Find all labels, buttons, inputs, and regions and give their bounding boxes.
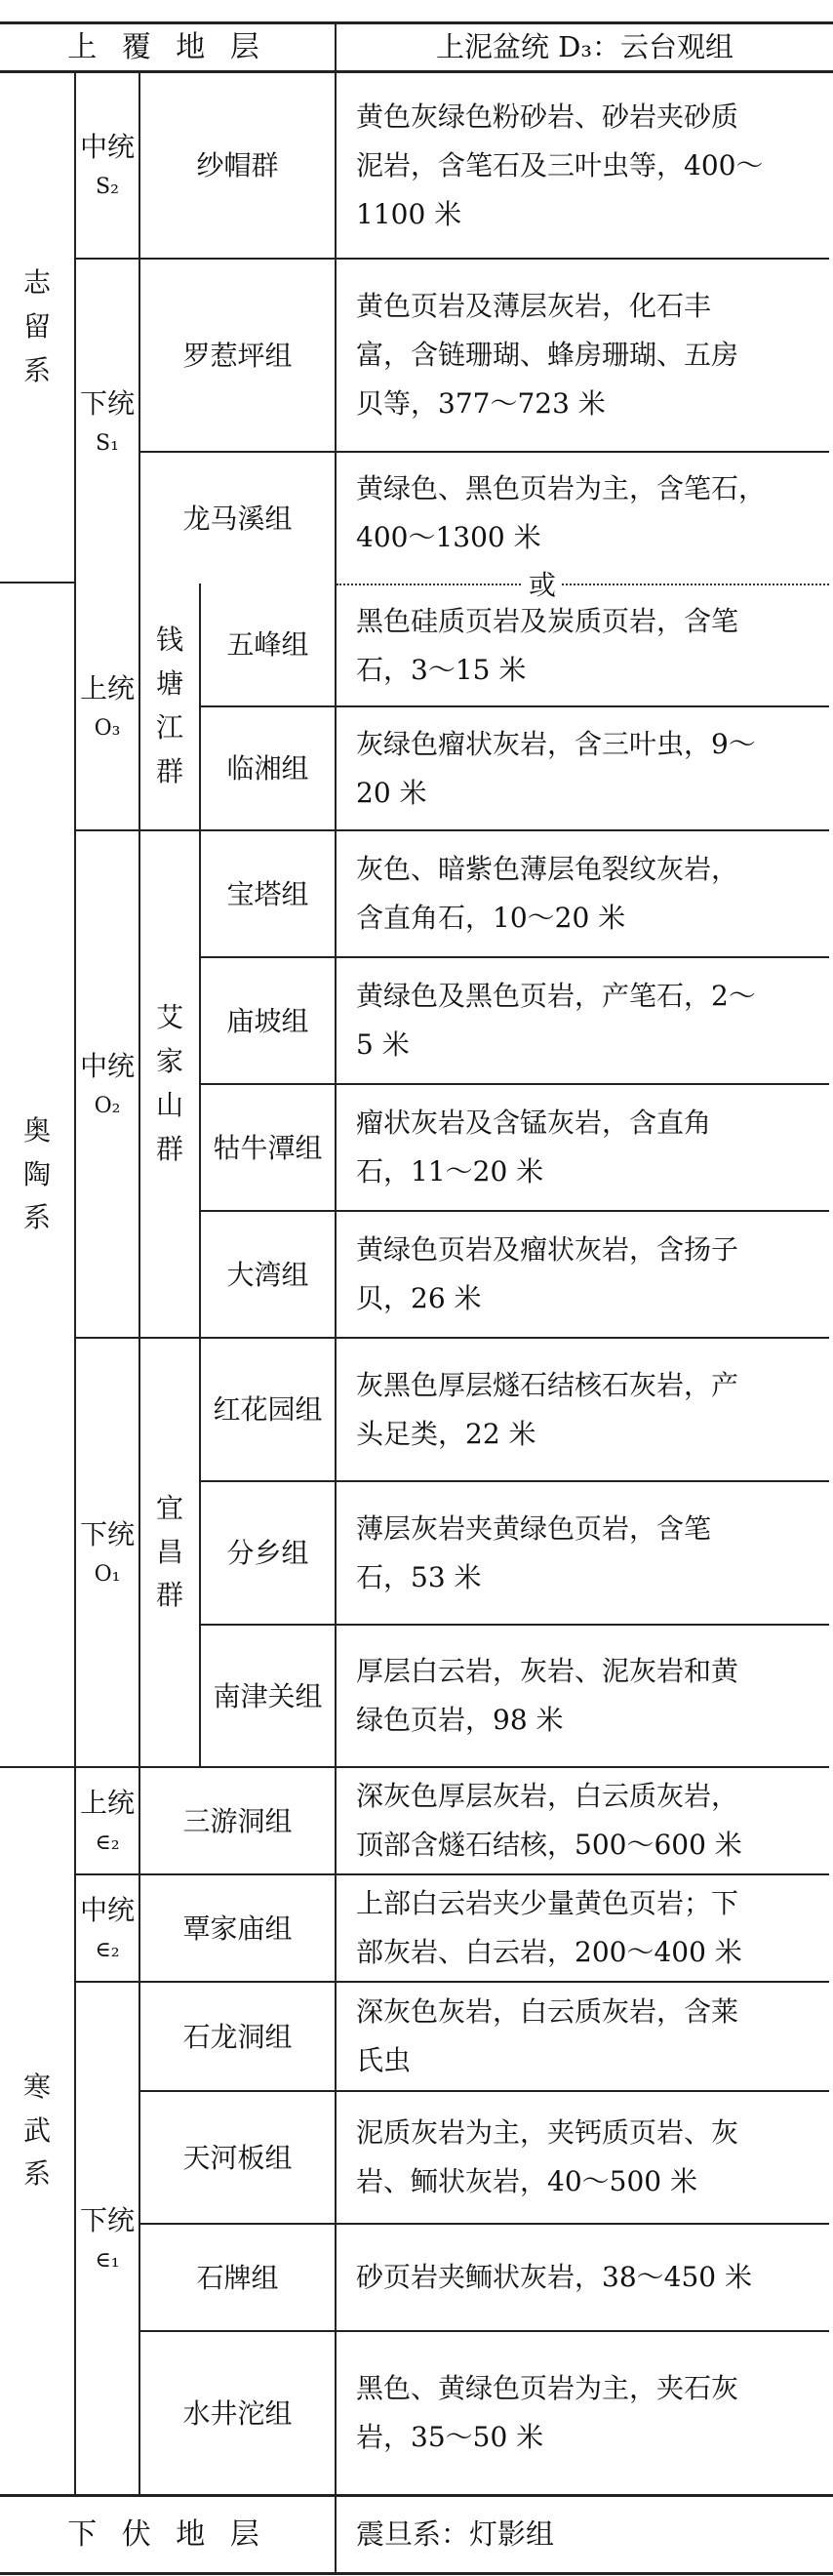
formation-name: 庙坡组	[201, 958, 337, 1085]
formation-name: 红花园组	[201, 1339, 337, 1482]
group-aijiashan	[140, 831, 201, 1339]
formation-description: 深灰色厚层灰岩，白云质灰岩， 顶部含燧石结核，500～600 米	[337, 1768, 829, 1875]
formation-name: 覃家庙组	[140, 1875, 337, 1983]
footer-underlying-strata: 下 伏 地 层	[0, 2497, 337, 2572]
formation-description: 砂页岩夹鲕状灰岩，38～450 米	[337, 2225, 829, 2332]
system-char: 寒	[22, 2070, 51, 2103]
formation-name: 五峰组	[201, 584, 337, 707]
group-qiantangjiang	[140, 584, 201, 831]
series-upper-ordovician	[76, 584, 140, 831]
formation-name: 石牌组	[140, 2225, 337, 2332]
group-char: 艾	[155, 1001, 183, 1034]
series-middle-silurian	[76, 73, 140, 260]
series-name: 下统	[79, 1517, 135, 1550]
system-char: 系	[22, 353, 51, 386]
formation-name: 天河板组	[140, 2092, 337, 2225]
series-name: 下统	[79, 2203, 135, 2236]
formation-name: 石龙洞组	[140, 1983, 337, 2092]
series-lower-ordovician	[76, 1339, 140, 1768]
series-symbol: ∈₁	[95, 2247, 120, 2273]
system-char: 志	[22, 266, 51, 300]
system-char: 留	[22, 310, 51, 343]
system-char: 奥	[22, 1113, 51, 1147]
system-ordovician	[0, 584, 76, 1768]
series-upper-cambrian	[76, 1768, 140, 1875]
group-char: 宜	[155, 1491, 183, 1524]
series-symbol: S₁	[96, 430, 119, 456]
group-char: 群	[155, 1579, 183, 1612]
formation-description: 黑色硅质页岩及炭质页岩，含笔 石，3～15 米	[337, 585, 829, 707]
series-name: 中统	[79, 1893, 135, 1926]
series-name: 上统	[79, 1786, 135, 1819]
formation-name: 南津关组	[201, 1626, 337, 1768]
formation-description: 上部白云岩夹少量黄色页岩；下 部灰岩、白云岩，200～400 米	[337, 1875, 829, 1983]
series-lower-silurian	[76, 260, 140, 584]
formation-name: 临湘组	[201, 707, 337, 831]
series-symbol: ∈₂	[95, 1937, 120, 1962]
formation-description: 黄色灰绿色粉砂岩、砂岩夹砂质 泥岩，含笔石及三叶虫等，400～ 1100 米	[337, 73, 829, 260]
series-name: 下统	[79, 386, 135, 420]
system-silurian	[0, 73, 76, 584]
formation-description: 黄绿色、黑色页岩为主，含笔石， 400～1300 米	[356, 472, 767, 553]
series-symbol: ∈₂	[95, 1830, 120, 1855]
series-lower-cambrian	[76, 1983, 140, 2494]
formation-description: 厚层白云岩，灰岩、泥灰岩和黄 绿色页岩，98 米	[337, 1626, 829, 1768]
series-name: 中统	[79, 131, 135, 164]
formation-description: 黄色页岩及薄层灰岩，化石丰 富，含链珊瑚、蜂房珊瑚、五房 贝等，377～723 米	[337, 260, 829, 453]
group-char: 群	[155, 1132, 183, 1165]
formation-description: 灰色、暗紫色薄层龟裂纹灰岩， 含直角石，10～20 米	[337, 831, 829, 958]
group-char: 塘	[155, 667, 183, 701]
formation-description: 黄绿色及黑色页岩，产笔石，2～ 5 米	[337, 958, 829, 1085]
formation-name: 宝塔组	[201, 831, 337, 958]
series-symbol: O₃	[94, 715, 121, 741]
formation-name: 纱帽群	[140, 73, 337, 260]
alternative-separator-label: 或	[523, 566, 562, 601]
formation-name: 牯牛潭组	[201, 1085, 337, 1212]
formation-name: 水井沱组	[140, 2332, 337, 2494]
formation-description: 灰黑色厚层燧石结核石灰岩，产 头足类，22 米	[337, 1339, 829, 1482]
formation-description: 黄绿色页岩及瘤状灰岩，含扬子 贝，26 米	[337, 1212, 829, 1339]
group-yichang	[140, 1339, 201, 1768]
footer-underlying-unit: 震旦系：灯影组	[356, 2517, 555, 2552]
header-overlying-strata: 上 覆 地 层	[0, 24, 337, 70]
system-char: 陶	[22, 1157, 51, 1190]
formation-description: 泥质灰岩为主，夹钙质页岩、灰 岩、鲕状灰岩，40～500 米	[337, 2092, 829, 2225]
formation-name: 分乡组	[201, 1482, 337, 1626]
series-symbol: O₁	[94, 1561, 121, 1587]
system-char: 武	[22, 2113, 51, 2147]
series-name: 上统	[79, 671, 135, 704]
group-char: 钱	[155, 624, 183, 657]
formation-description: 灰绿色瘤状灰岩，含三叶虫，9～ 20 米	[337, 707, 829, 831]
formation-name: 大湾组	[201, 1212, 337, 1339]
bottom-rule	[0, 2572, 833, 2575]
group-char: 山	[155, 1089, 183, 1121]
group-char: 家	[155, 1045, 183, 1078]
system-cambrian	[0, 1768, 76, 2494]
formation-description: 瘤状灰岩及含锰灰岩，含直角 石，11～20 米	[337, 1085, 829, 1212]
system-char: 系	[22, 1201, 51, 1234]
series-name: 中统	[79, 1049, 135, 1082]
series-symbol: S₂	[96, 175, 119, 200]
group-char: 昌	[155, 1535, 183, 1568]
series-symbol: O₂	[94, 1093, 121, 1118]
series-middle-cambrian	[76, 1875, 140, 1983]
formation-description: 深灰色灰岩，白云质灰岩，含莱 氏虫	[337, 1983, 829, 2092]
formation-description: 黑色、黄绿色页岩为主，夹石灰 岩，35～50 米	[356, 2372, 739, 2453]
group-char: 江	[155, 711, 183, 744]
system-char: 系	[22, 2157, 51, 2191]
formation-name: 罗惹坪组	[140, 260, 337, 453]
formation-name: 三游洞组	[140, 1768, 337, 1875]
formation-description: 薄层灰岩夹黄绿色页岩，含笔 石，53 米	[337, 1482, 829, 1626]
group-char: 群	[155, 754, 183, 787]
formation-name: 龙马溪组	[140, 453, 337, 584]
header-overlying-unit: 上泥盆统 D₃：云台观组	[435, 30, 734, 64]
series-middle-ordovician	[76, 831, 140, 1339]
